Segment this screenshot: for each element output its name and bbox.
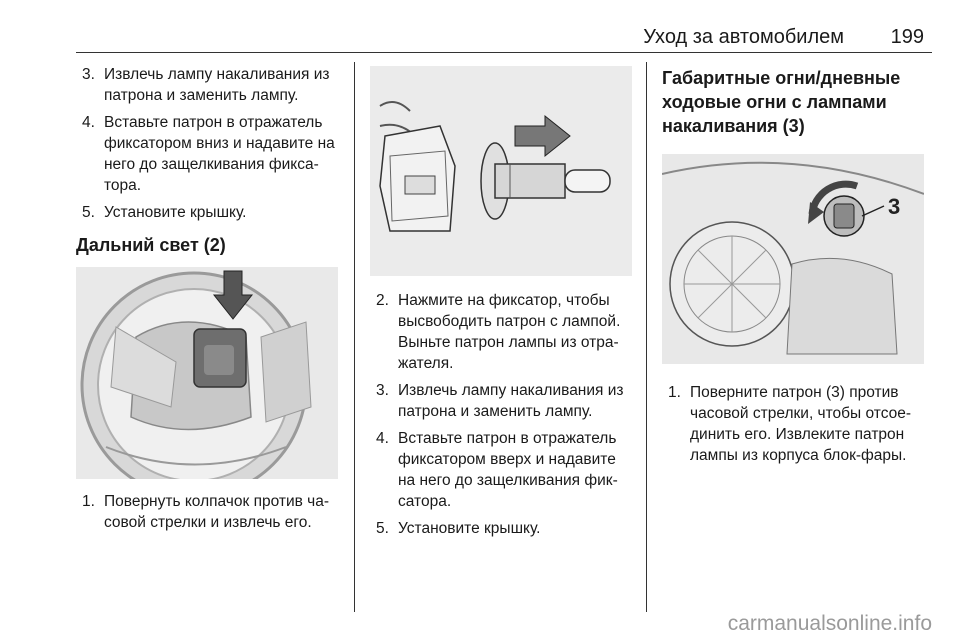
list-item: 4. Вставьте патрон в отражатель фиксатором вниз и надавите на него до защелкивания фикса-тора.	[82, 114, 335, 194]
column-divider-1	[354, 62, 355, 612]
list-item: 4. Вставьте патрон в отражатель фиксатором вверх и надавите на него до защелкивания фик-сатора.	[376, 430, 618, 510]
page-header	[76, 22, 932, 53]
figure-position-lights	[662, 154, 924, 364]
column-3	[662, 64, 928, 472]
section-heading-high-beam: Дальний свет (2)	[76, 235, 226, 255]
list-item: 5. Установите крышку.	[376, 520, 541, 537]
column-divider-2	[646, 62, 647, 612]
list-item: 3. Извлечь лампу накаливания из патрона и заменить лампу.	[376, 382, 624, 420]
page-number: 199	[890, 26, 924, 48]
steps-list-3	[370, 290, 632, 539]
column-1	[76, 64, 342, 539]
steps-list-4	[662, 382, 928, 466]
page-title: Уход за автомобилем	[643, 26, 844, 48]
section-heading-position-lights: Габаритные огни/дневные ходовые огни с лампами накаливания (3)	[662, 68, 901, 136]
list-item: 1. Поверните патрон (3) против часовой стрелки, чтобы отсое-динить его. Извлеките патрон лампы из корпуса блок-фары.	[668, 384, 912, 464]
steps-list-1	[76, 64, 342, 223]
list-item: 3. Извлечь лампу накаливания из патрона и заменить лампу.	[82, 66, 330, 104]
column-2	[370, 64, 632, 545]
steps-list-2	[76, 491, 342, 533]
figure-bulb-socket	[370, 66, 632, 276]
list-item: 1. Повернуть колпачок против ча-совой стрелки и извлечь его.	[82, 493, 330, 531]
watermark-text: carmanualsonline.info	[727, 612, 932, 635]
figure-high-beam	[76, 267, 338, 479]
figure-callout-3: 3	[888, 194, 901, 219]
list-item: 2. Нажмите на фиксатор, чтобы высвободить патрон с лампой. Выньте патрон лампы из отра-жателя.	[376, 292, 621, 372]
list-item: 5. Установите крышку.	[82, 204, 247, 221]
